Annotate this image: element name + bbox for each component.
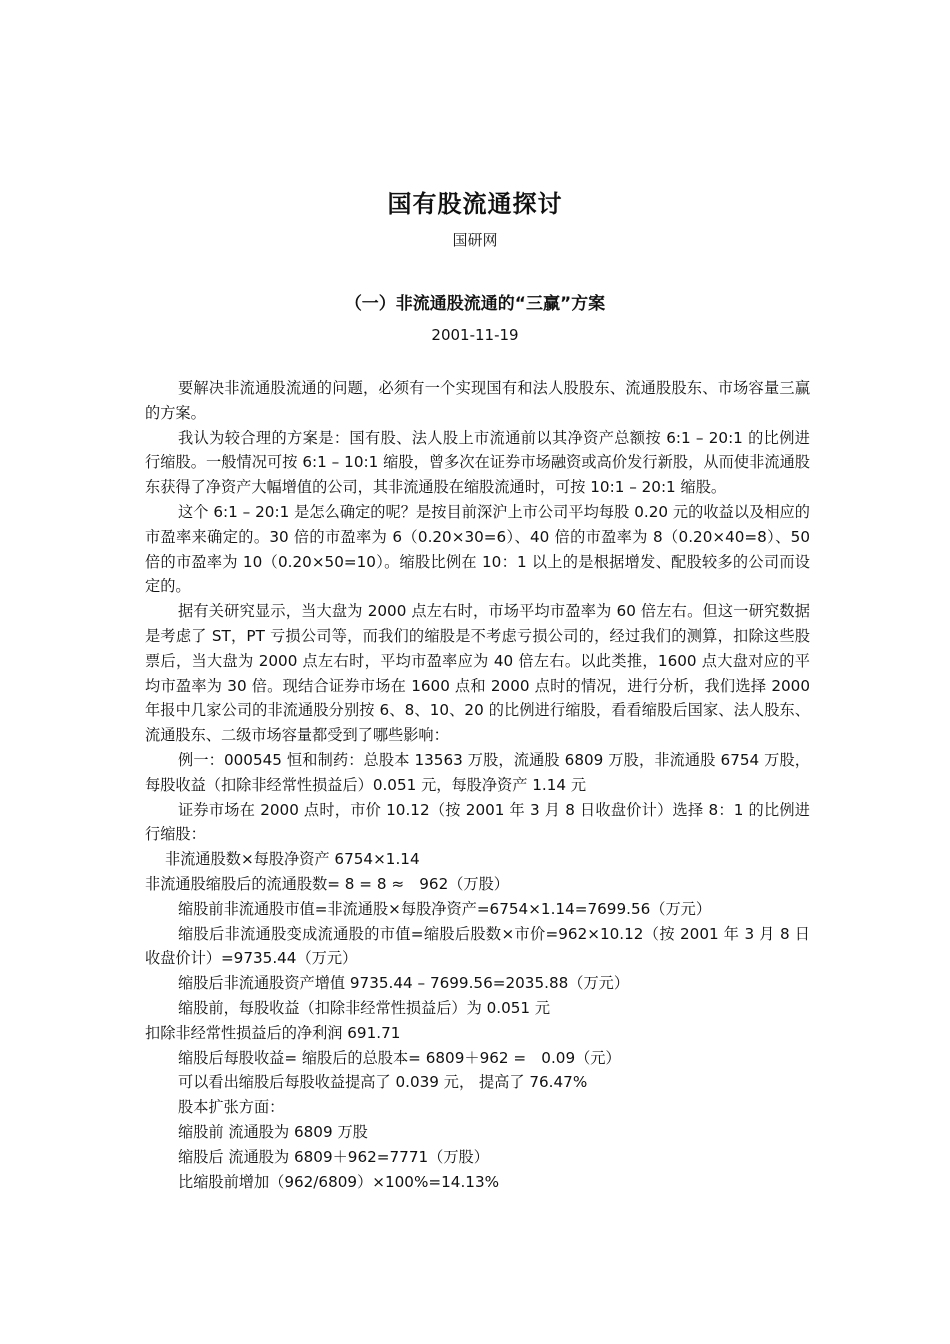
calc-line: 缩股前非流通股市值=非流通股×每股净资产=6754×1.14=7699.56（万元） xyxy=(178,899,712,918)
paragraph: 例一：000545 恒和制药：总股本 13563 万股，流通股 6809 万股，非流通股 6754 万股，每股收益（扣除非经常性损益后）0.051 元，每股净资产 1.14 元 xyxy=(145,750,810,794)
document-date: 2001-11-19 xyxy=(431,326,519,344)
document-source: 国研网 xyxy=(452,231,498,249)
result-line: 缩股后每股收益= 缩股后的总股本= 6809＋962 = 0.09（元） xyxy=(178,1048,621,1067)
paragraph: 证券市场在 2000 点时，市价 10.12（按 2001 年 3 月 8 日收盘价计）选择 8：1 的比例进行缩股： xyxy=(145,800,810,844)
paragraph: 我认为较合理的方案是：国有股、法人股上市流通前以其净资产总额按 6:1 – 20:1 的比例进行缩股。一般情况可按 6:1 – 10:1 缩股，曾多次在证券市场融资或高价发行新股，从而使非流通股东获得了净资产大幅增值的公司，其非流通股在缩股流通时，可按 10:1 – 20:1 缩股。 xyxy=(145,428,810,497)
result-line: 股本扩张方面： xyxy=(178,1098,285,1117)
calc-line: 缩股后非流通股资产增值 9735.44 – 7699.56=2035.88（万元） xyxy=(178,974,630,993)
formula-line: 非流通股缩股后的流通股数= 8 = 8 ≈ 962（万股） xyxy=(145,874,509,893)
formula-line: 非流通股数×每股净资产 6754×1.14 xyxy=(165,850,420,869)
calc-line: 缩股前，每股收益（扣除非经常性损益后）为 0.051 元 xyxy=(178,998,551,1017)
section-title: （一）非流通股流通的“三赢”方案 xyxy=(344,294,606,314)
paragraph: 要解决非流通股流通的问题，必须有一个实现国有和法人股股东、流通股股东、市场容量三赢的方案。 xyxy=(145,379,810,422)
result-line: 比缩股前增加（962/6809）×100%=14.13% xyxy=(178,1172,500,1191)
paragraph: 据有关研究显示，当大盘为 2000 点左右时，市场平均市盈率为 60 倍左右。但这一研究数据是考虑了 ST，PT 亏损公司等，而我们的缩股是不考虑亏损公司的，经过我们的测算，扣除这些股票后，当大盘为 2000 点左右时，平均市盈率应为 40 倍左右。以此类推，1600 点大盘对应的平均市盈率为 30 倍。现结合证券市场在 1600 点和 2000 点时的情况，进行分析，我们选择 2000 年报中几家公司的非流通股分别按 6、8、10、20 的比例进行缩股，看看缩股后国家、法人股东、流通股东、二级市场容量都受到了哪些影响： xyxy=(145,602,810,745)
document-body xyxy=(145,376,810,1194)
result-line: 缩股后 流通股为 6809＋962=7771（万股） xyxy=(178,1147,489,1166)
paragraph: 这个 6:1 – 20:1 是怎么确定的呢？是按目前深沪上市公司平均每股 0.20 元的收益以及相应的市盈率来确定的。30 倍的市盈率为 6（0.20×30=6）、40 倍的市盈率为 8（0.20×40=8）、50 倍的市盈率为 10（0.20×50=10）。缩股比例在 10：1 以上的是根据增发、配股较多的公司而设定的。 xyxy=(145,502,810,596)
net-profit-line: 扣除非经常性损益后的净利润 691.71 xyxy=(145,1023,401,1042)
calc-line: 缩股后非流通股变成流通股的市值=缩股后股数×市价=962×10.12（按 2001 年 3 月 8 日收盘价计）=9735.44（万元） xyxy=(145,924,810,968)
result-line: 可以看出缩股后每股收益提高了 0.039 元， 提高了 76.47% xyxy=(178,1073,588,1092)
result-line: 缩股前 流通股为 6809 万股 xyxy=(178,1122,368,1141)
document-title: 国有股流通探讨 xyxy=(387,190,563,218)
